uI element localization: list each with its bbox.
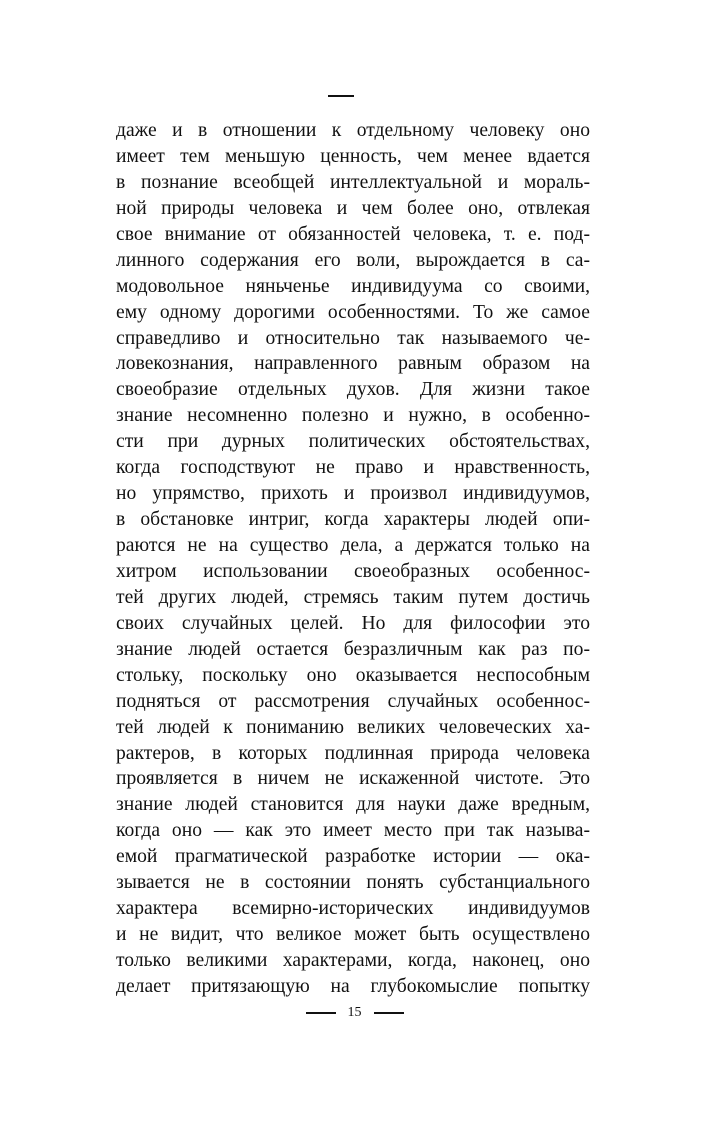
text-line: имеет тем меньшую ценность, чем менее вдается (116, 145, 590, 167)
text-line: знание людей становится для науки даже вредным, (116, 794, 590, 816)
body-text (116, 118, 590, 1000)
page-number: 15 (347, 1005, 362, 1020)
text-line: рактеров, в которых подлинная природа человека (116, 742, 590, 764)
text-line: ной природы человека и чем более оно, отвлекая (116, 197, 590, 219)
text-line: характера всемирно-исторических индивидуумов (116, 898, 590, 920)
footer-left-rule (306, 1012, 336, 1014)
text-line: свое внимание от обязанностей человека, т. е. под- (116, 223, 590, 245)
text-line: зывается не в состоянии понять субстанциального (116, 872, 590, 894)
text-line: но упрямство, прихоть и произвол индивидуумов, (116, 483, 590, 505)
text-line: знание людей остается безразличным как раз по- (116, 638, 590, 660)
top-ornament-rule (328, 95, 354, 97)
text-line: хитром использовании своеобразных особеннос- (116, 560, 590, 582)
text-line: знание несомненно полезно и нужно, в особенно- (116, 405, 590, 427)
text-line: тей других людей, стремясь таким путем достичь (116, 586, 590, 608)
text-line: только великими характерами, когда, наконец, оно (116, 950, 590, 971)
text-line: в познание всеобщей интеллектуальной и мораль- (116, 171, 590, 193)
text-line: проявляется в ничем не искаженной чистоте. Это (116, 768, 590, 790)
text-line: ловекознания, направленного равным образом на (116, 353, 590, 375)
text-line: когда господствуют не право и нравственность, (116, 457, 590, 479)
text-line: делает притязающую на глубокомыслие попытку (116, 975, 590, 997)
text-line: когда оно — как это имеет место при так называ- (116, 820, 590, 842)
text-line: своеобразие отдельных духов. Для жизни такое (116, 379, 590, 401)
text-line: даже и в отношении к отдельному человеку оно (116, 120, 590, 141)
text-line: раются не на существо дела, а держатся только на (116, 535, 590, 556)
text-line: своих случайных целей. Но для философии это (116, 612, 590, 634)
text-line: тей людей к пониманию великих человеческих ха- (116, 716, 590, 738)
text-line: емой прагматической разработке истории — ока- (116, 846, 590, 868)
text-line: в обстановке интриг, когда характеры людей опи- (116, 509, 590, 531)
text-line: подняться от рассмотрения случайных особеннос- (116, 690, 590, 712)
footer-right-rule (374, 1012, 404, 1014)
text-line: стольку, поскольку оно оказывается неспособным (116, 664, 590, 686)
text-line: модовольное няньченье индивидуума со своими, (116, 275, 590, 297)
text-line: ему одному дорогими особенностями. То же самое (116, 301, 590, 323)
text-line: сти при дурных политических обстоятельствах, (116, 431, 590, 453)
page-footer (0, 998, 709, 1028)
text-line: и не видит, что великое может быть осуществлено (116, 924, 590, 946)
text-line: справедливо и относительно так называемого че- (116, 327, 590, 349)
text-line: линного содержания его воли, вырождается в са- (116, 249, 590, 271)
